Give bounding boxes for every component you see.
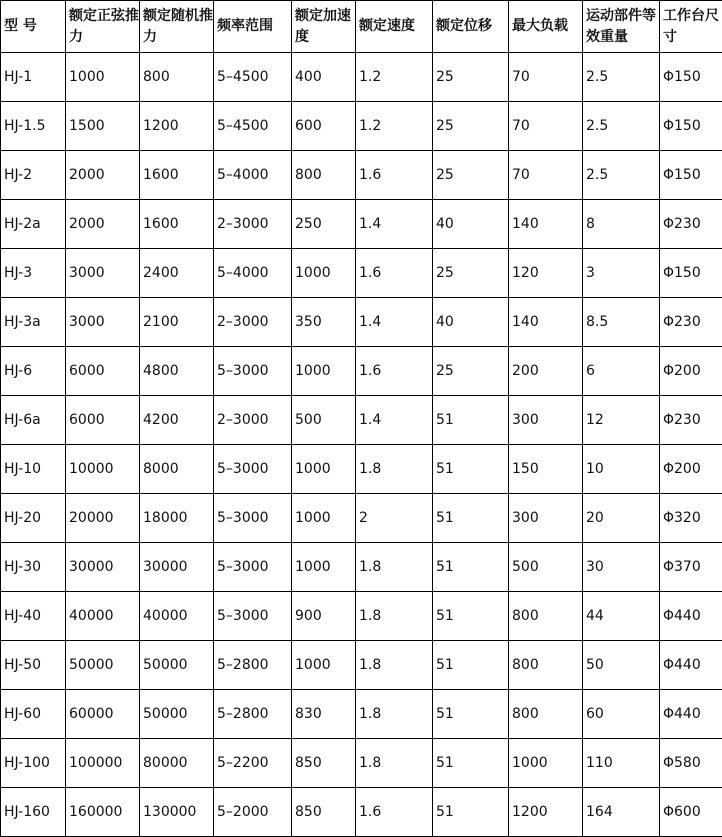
cell-max-load: 500 (509, 543, 583, 592)
table-row (1, 102, 722, 151)
cell-rated-acceleration: 350 (292, 298, 356, 347)
cell-moving-part-weight: 3 (583, 249, 660, 298)
cell-rated-sine-force: 2000 (66, 200, 140, 249)
cell-frequency-range: 5–2000 (214, 788, 292, 837)
cell-rated-random-force: 50000 (140, 641, 214, 690)
table-row (1, 53, 722, 102)
cell-model: HJ-1 (1, 53, 66, 102)
cell-rated-displacement: 25 (433, 53, 509, 102)
cell-rated-sine-force: 2000 (66, 151, 140, 200)
cell-frequency-range: 5–3000 (214, 543, 292, 592)
cell-model: HJ-3a (1, 298, 66, 347)
cell-moving-part-weight: 8 (583, 200, 660, 249)
cell-rated-random-force: 1200 (140, 102, 214, 151)
cell-table-size: Φ580 (660, 739, 722, 788)
cell-rated-acceleration: 900 (292, 592, 356, 641)
cell-rated-acceleration: 830 (292, 690, 356, 739)
cell-model: HJ-1.5 (1, 102, 66, 151)
cell-moving-part-weight: 164 (583, 788, 660, 837)
cell-model: HJ-50 (1, 641, 66, 690)
cell-model: HJ-100 (1, 739, 66, 788)
cell-rated-random-force: 1600 (140, 200, 214, 249)
cell-model: HJ-160 (1, 788, 66, 837)
cell-rated-velocity: 1.2 (356, 53, 433, 102)
cell-rated-velocity: 1.4 (356, 200, 433, 249)
cell-max-load: 200 (509, 347, 583, 396)
cell-rated-random-force: 80000 (140, 739, 214, 788)
cell-rated-sine-force: 6000 (66, 347, 140, 396)
cell-rated-acceleration: 1000 (292, 543, 356, 592)
header-rated-displacement: 额定位移 (433, 1, 509, 53)
cell-rated-acceleration: 850 (292, 739, 356, 788)
cell-max-load: 800 (509, 641, 583, 690)
cell-table-size: Φ370 (660, 543, 722, 592)
cell-max-load: 120 (509, 249, 583, 298)
cell-moving-part-weight: 2.5 (583, 102, 660, 151)
cell-rated-velocity: 1.8 (356, 592, 433, 641)
cell-moving-part-weight: 44 (583, 592, 660, 641)
header-max-load: 最大负载 (509, 1, 583, 53)
cell-model: HJ-60 (1, 690, 66, 739)
cell-rated-random-force: 18000 (140, 494, 214, 543)
cell-frequency-range: 2–3000 (214, 396, 292, 445)
cell-max-load: 70 (509, 151, 583, 200)
cell-model: HJ-10 (1, 445, 66, 494)
table-row (1, 592, 722, 641)
cell-table-size: Φ230 (660, 298, 722, 347)
cell-model: HJ-2a (1, 200, 66, 249)
cell-rated-acceleration: 1000 (292, 641, 356, 690)
cell-frequency-range: 5–3000 (214, 494, 292, 543)
cell-rated-sine-force: 100000 (66, 739, 140, 788)
cell-table-size: Φ200 (660, 347, 722, 396)
cell-rated-displacement: 51 (433, 641, 509, 690)
cell-rated-random-force: 1600 (140, 151, 214, 200)
cell-max-load: 800 (509, 690, 583, 739)
cell-rated-velocity: 1.6 (356, 347, 433, 396)
cell-table-size: Φ320 (660, 494, 722, 543)
cell-frequency-range: 5–4500 (214, 53, 292, 102)
cell-rated-displacement: 51 (433, 788, 509, 837)
cell-rated-displacement: 51 (433, 592, 509, 641)
cell-model: HJ-3 (1, 249, 66, 298)
cell-model: HJ-30 (1, 543, 66, 592)
cell-frequency-range: 5–3000 (214, 347, 292, 396)
cell-moving-part-weight: 50 (583, 641, 660, 690)
cell-table-size: Φ440 (660, 592, 722, 641)
cell-rated-sine-force: 160000 (66, 788, 140, 837)
cell-rated-sine-force: 40000 (66, 592, 140, 641)
table-row (1, 641, 722, 690)
cell-table-size: Φ440 (660, 690, 722, 739)
cell-moving-part-weight: 20 (583, 494, 660, 543)
header-frequency-range: 频率范围 (214, 1, 292, 53)
cell-rated-random-force: 800 (140, 53, 214, 102)
cell-rated-acceleration: 400 (292, 53, 356, 102)
cell-max-load: 140 (509, 200, 583, 249)
cell-frequency-range: 5–4500 (214, 102, 292, 151)
cell-rated-acceleration: 1000 (292, 494, 356, 543)
cell-max-load: 300 (509, 494, 583, 543)
header-row (1, 1, 722, 53)
cell-rated-displacement: 51 (433, 396, 509, 445)
cell-frequency-range: 5–3000 (214, 445, 292, 494)
table-row (1, 396, 722, 445)
cell-moving-part-weight: 12 (583, 396, 660, 445)
table-row (1, 543, 722, 592)
cell-rated-random-force: 30000 (140, 543, 214, 592)
cell-table-size: Φ230 (660, 396, 722, 445)
table-row (1, 298, 722, 347)
cell-moving-part-weight: 10 (583, 445, 660, 494)
cell-rated-displacement: 51 (433, 445, 509, 494)
cell-max-load: 150 (509, 445, 583, 494)
cell-model: HJ-40 (1, 592, 66, 641)
cell-rated-random-force: 2100 (140, 298, 214, 347)
cell-frequency-range: 2–3000 (214, 298, 292, 347)
table-row (1, 249, 722, 298)
cell-table-size: Φ200 (660, 445, 722, 494)
header-table-size: 工作台尺寸 (660, 1, 722, 53)
cell-max-load: 70 (509, 53, 583, 102)
cell-frequency-range: 5–2800 (214, 641, 292, 690)
cell-rated-velocity: 1.8 (356, 641, 433, 690)
cell-rated-random-force: 130000 (140, 788, 214, 837)
header-moving-part-weight: 运动部件等效重量 (583, 1, 660, 53)
cell-rated-velocity: 1.4 (356, 396, 433, 445)
cell-rated-velocity: 1.8 (356, 445, 433, 494)
cell-rated-random-force: 2400 (140, 249, 214, 298)
table-row (1, 788, 722, 837)
cell-moving-part-weight: 8.5 (583, 298, 660, 347)
cell-rated-displacement: 25 (433, 347, 509, 396)
header-rated-velocity: 额定速度 (356, 1, 433, 53)
cell-frequency-range: 5–4000 (214, 151, 292, 200)
cell-rated-velocity: 1.8 (356, 739, 433, 788)
table-row (1, 445, 722, 494)
table-body (1, 53, 722, 837)
table-row (1, 347, 722, 396)
cell-rated-velocity: 1.2 (356, 102, 433, 151)
cell-rated-sine-force: 3000 (66, 298, 140, 347)
cell-table-size: Φ150 (660, 102, 722, 151)
header-model: 型 号 (1, 1, 66, 53)
cell-rated-acceleration: 500 (292, 396, 356, 445)
cell-rated-displacement: 25 (433, 249, 509, 298)
cell-rated-velocity: 1.6 (356, 249, 433, 298)
cell-frequency-range: 5–3000 (214, 592, 292, 641)
header-rated-random-force: 额定随机推力 (140, 1, 214, 53)
cell-table-size: Φ230 (660, 200, 722, 249)
cell-moving-part-weight: 30 (583, 543, 660, 592)
table-row (1, 739, 722, 788)
table-row (1, 690, 722, 739)
table-row (1, 200, 722, 249)
cell-rated-acceleration: 1000 (292, 445, 356, 494)
cell-max-load: 1000 (509, 739, 583, 788)
cell-table-size: Φ150 (660, 249, 722, 298)
cell-frequency-range: 5–2200 (214, 739, 292, 788)
cell-rated-velocity: 1.4 (356, 298, 433, 347)
cell-rated-velocity: 2 (356, 494, 433, 543)
cell-rated-displacement: 51 (433, 494, 509, 543)
cell-table-size: Φ440 (660, 641, 722, 690)
cell-rated-random-force: 50000 (140, 690, 214, 739)
cell-rated-sine-force: 10000 (66, 445, 140, 494)
cell-moving-part-weight: 2.5 (583, 53, 660, 102)
cell-rated-displacement: 40 (433, 200, 509, 249)
cell-rated-sine-force: 1000 (66, 53, 140, 102)
cell-frequency-range: 5–2800 (214, 690, 292, 739)
cell-max-load: 300 (509, 396, 583, 445)
cell-moving-part-weight: 6 (583, 347, 660, 396)
cell-rated-sine-force: 50000 (66, 641, 140, 690)
cell-rated-acceleration: 1000 (292, 347, 356, 396)
cell-rated-acceleration: 600 (292, 102, 356, 151)
cell-rated-velocity: 1.8 (356, 543, 433, 592)
table-row (1, 494, 722, 543)
cell-table-size: Φ150 (660, 151, 722, 200)
cell-moving-part-weight: 60 (583, 690, 660, 739)
cell-rated-sine-force: 60000 (66, 690, 140, 739)
cell-max-load: 1200 (509, 788, 583, 837)
cell-rated-sine-force: 30000 (66, 543, 140, 592)
cell-rated-random-force: 4800 (140, 347, 214, 396)
cell-frequency-range: 2–3000 (214, 200, 292, 249)
cell-table-size: Φ600 (660, 788, 722, 837)
cell-rated-sine-force: 3000 (66, 249, 140, 298)
cell-moving-part-weight: 110 (583, 739, 660, 788)
cell-model: HJ-6a (1, 396, 66, 445)
cell-rated-acceleration: 250 (292, 200, 356, 249)
cell-rated-random-force: 40000 (140, 592, 214, 641)
cell-table-size: Φ150 (660, 53, 722, 102)
cell-rated-displacement: 40 (433, 298, 509, 347)
header-rated-sine-force: 额定正弦推力 (66, 1, 140, 53)
cell-rated-acceleration: 850 (292, 788, 356, 837)
cell-rated-velocity: 1.8 (356, 690, 433, 739)
cell-moving-part-weight: 2.5 (583, 151, 660, 200)
cell-rated-sine-force: 6000 (66, 396, 140, 445)
cell-rated-acceleration: 1000 (292, 249, 356, 298)
cell-rated-displacement: 25 (433, 151, 509, 200)
table-row (1, 151, 722, 200)
cell-max-load: 70 (509, 102, 583, 151)
header-rated-acceleration: 额定加速度 (292, 1, 356, 53)
cell-rated-velocity: 1.6 (356, 788, 433, 837)
cell-frequency-range: 5–4000 (214, 249, 292, 298)
cell-rated-displacement: 25 (433, 102, 509, 151)
cell-rated-acceleration: 800 (292, 151, 356, 200)
cell-model: HJ-6 (1, 347, 66, 396)
cell-max-load: 140 (509, 298, 583, 347)
cell-rated-displacement: 51 (433, 739, 509, 788)
cell-max-load: 800 (509, 592, 583, 641)
cell-rated-displacement: 51 (433, 543, 509, 592)
cell-rated-random-force: 4200 (140, 396, 214, 445)
table-header (1, 1, 722, 53)
cell-rated-displacement: 51 (433, 690, 509, 739)
cell-model: HJ-2 (1, 151, 66, 200)
cell-rated-random-force: 8000 (140, 445, 214, 494)
cell-rated-velocity: 1.6 (356, 151, 433, 200)
cell-rated-sine-force: 20000 (66, 494, 140, 543)
cell-model: HJ-20 (1, 494, 66, 543)
cell-rated-sine-force: 1500 (66, 102, 140, 151)
